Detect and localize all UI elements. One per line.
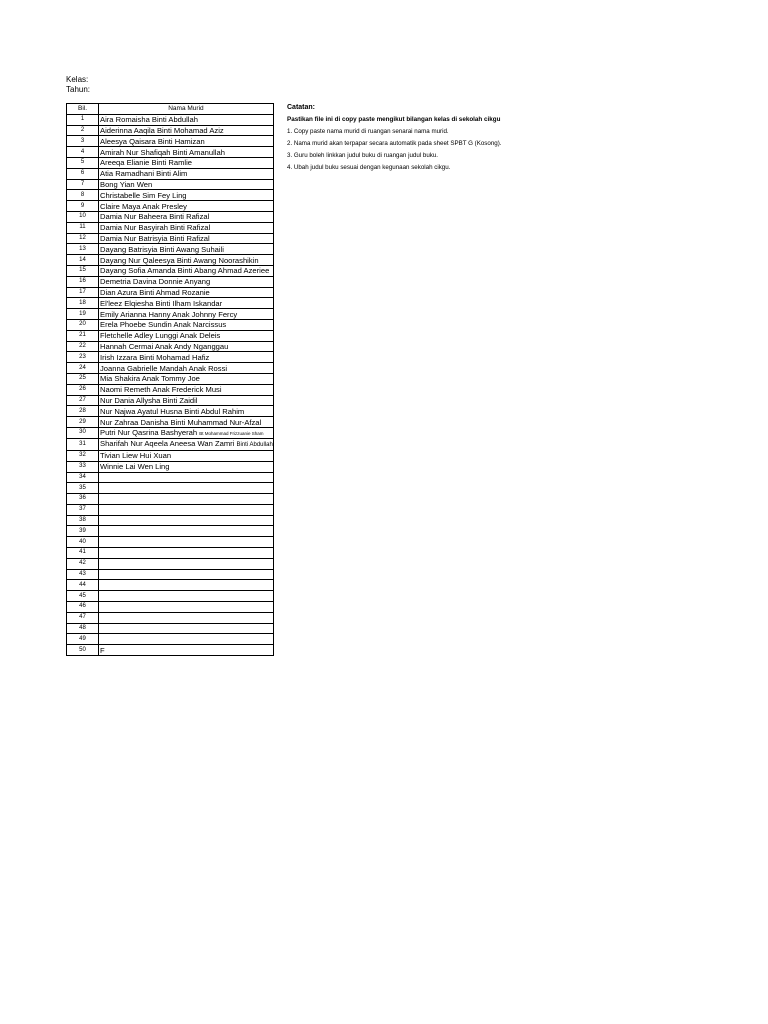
table-row xyxy=(67,211,274,222)
cell-bil[interactable]: 50 xyxy=(67,645,99,656)
column-header-nama-murid: Nama Murid xyxy=(99,104,274,115)
cell-bil[interactable]: 28 xyxy=(67,406,99,417)
student-name-overflow: Binti Abdullah xyxy=(236,441,273,448)
cell-nama-murid[interactable] xyxy=(99,612,274,623)
table-row xyxy=(67,244,274,255)
cell-nama-murid[interactable] xyxy=(99,168,274,179)
cell-nama-murid[interactable] xyxy=(99,309,274,320)
cell-bil[interactable]: 30 xyxy=(67,427,99,438)
cell-nama-murid[interactable] xyxy=(99,406,274,417)
table-row xyxy=(67,580,274,591)
cell-bil[interactable]: 44 xyxy=(67,580,99,591)
cell-nama-murid[interactable] xyxy=(99,515,274,526)
table-row xyxy=(67,569,274,580)
cell-bil[interactable]: 4 xyxy=(67,147,99,158)
table-row xyxy=(67,136,274,147)
table-row xyxy=(67,427,274,438)
table-row xyxy=(67,537,274,548)
cell-nama-murid[interactable] xyxy=(99,450,274,461)
cell-nama-murid[interactable] xyxy=(99,244,274,255)
cell-bil[interactable]: 14 xyxy=(67,255,99,266)
table-row xyxy=(67,384,274,395)
cell-nama-murid[interactable] xyxy=(99,427,274,438)
cell-bil[interactable]: 36 xyxy=(67,494,99,505)
table-row xyxy=(67,255,274,266)
cell-bil[interactable]: 34 xyxy=(67,472,99,483)
notes-title: Catatan: xyxy=(287,104,316,111)
table-row xyxy=(67,526,274,537)
student-name: Atia Ramadhani Binti Alim xyxy=(100,169,188,179)
student-name-overflow: Bt Mohammad Frizzuanie Sham xyxy=(199,430,264,436)
cell-nama-murid[interactable] xyxy=(99,201,274,212)
cell-bil[interactable]: 7 xyxy=(67,179,99,190)
table-row xyxy=(67,461,274,472)
table-row xyxy=(67,319,274,330)
student-name: El'leez Elqiesha Binti Ilham Iskandar xyxy=(100,298,223,308)
cell-nama-murid[interactable] xyxy=(99,255,274,266)
table-row xyxy=(67,276,274,287)
cell-bil[interactable]: 13 xyxy=(67,244,99,255)
table-row xyxy=(67,287,274,298)
student-name: Naomi Remeth Anak Frederick Musi xyxy=(100,385,222,395)
table-row xyxy=(67,612,274,623)
table-row xyxy=(67,114,274,125)
cell-nama-murid[interactable] xyxy=(99,504,274,515)
cell-bil[interactable]: 29 xyxy=(67,417,99,428)
student-name: Aleesya Qaisara Binti Hamizan xyxy=(100,136,205,146)
student-name: Aira Romaisha Binti Abdullah xyxy=(100,115,198,125)
table-row xyxy=(67,395,274,406)
student-name: Tivian Liew Hui Xuan xyxy=(100,451,172,461)
table-row xyxy=(67,494,274,505)
cell-bil[interactable]: 16 xyxy=(67,276,99,287)
table-row xyxy=(67,363,274,374)
cell-nama-murid[interactable] xyxy=(99,157,274,168)
cell-bil[interactable]: 2 xyxy=(67,125,99,136)
cell-bil[interactable]: 5 xyxy=(67,157,99,168)
student-name: Damia Nur Baheera Binti Rafizal xyxy=(100,212,210,222)
note-item: 3. Guru boleh linkkan judul buku di ruangan judul buku. xyxy=(287,152,439,159)
student-name: Irish Izzara Binti Mohamad Hafiz xyxy=(100,352,210,362)
student-name: Dian Azura Binti Ahmad Rozanie xyxy=(100,287,210,297)
cell-bil[interactable]: 35 xyxy=(67,483,99,494)
notes-headline: Pastikan file ini di copy paste mengikut bilangan kelas di sekolah cikgu xyxy=(287,116,501,123)
cell-bil[interactable]: 24 xyxy=(67,363,99,374)
cell-nama-murid[interactable] xyxy=(99,526,274,537)
student-name: Demetria Davina Donnie Anyang xyxy=(100,277,211,287)
cell-nama-murid[interactable] xyxy=(99,461,274,472)
table-row xyxy=(67,417,274,428)
cell-bil[interactable]: 47 xyxy=(67,612,99,623)
cell-bil[interactable]: 40 xyxy=(67,537,99,548)
cell-nama-murid[interactable] xyxy=(99,179,274,190)
table-row xyxy=(67,373,274,384)
table-row xyxy=(67,352,274,363)
note-item: 1. Copy paste nama murid di ruangan senarai nama murid. xyxy=(287,128,449,135)
cell-nama-murid[interactable] xyxy=(99,569,274,580)
cell-bil[interactable]: 19 xyxy=(67,309,99,320)
cell-nama-murid[interactable] xyxy=(99,417,274,428)
cell-bil[interactable]: 25 xyxy=(67,373,99,384)
student-name: Hannah Cermai Anak Andy Nganggau xyxy=(100,341,229,351)
student-name: Dayang Sofia Amanda Binti Abang Ahmad Azeriee xyxy=(100,266,270,276)
table-row xyxy=(67,309,274,320)
student-name: Nur Najwa Ayatul Husna Binti Abdul Rahim xyxy=(100,406,245,416)
student-roster-table xyxy=(66,103,274,656)
table-row xyxy=(67,233,274,244)
table-row xyxy=(67,558,274,569)
cell-bil[interactable]: 18 xyxy=(67,298,99,309)
cell-bil[interactable]: 23 xyxy=(67,352,99,363)
cell-nama-murid[interactable] xyxy=(99,623,274,634)
cell-nama-murid[interactable] xyxy=(99,114,274,125)
table-row xyxy=(67,330,274,341)
cell-bil[interactable]: 48 xyxy=(67,623,99,634)
cell-nama-murid[interactable] xyxy=(99,580,274,591)
cell-bil[interactable]: 38 xyxy=(67,515,99,526)
cell-bil[interactable]: 41 xyxy=(67,548,99,559)
student-name: Fletchelle Adley Lunggi Anak Deleis xyxy=(100,331,221,341)
table-row xyxy=(67,168,274,179)
cell-bil[interactable]: 49 xyxy=(67,634,99,645)
cell-bil[interactable]: 27 xyxy=(67,395,99,406)
column-header-bil: Bil. xyxy=(67,104,99,115)
table-row xyxy=(67,157,274,168)
cell-nama-murid[interactable] xyxy=(99,645,274,656)
table-row xyxy=(67,190,274,201)
student-name: Areeqa Elianie Binti Ramlie xyxy=(100,158,193,168)
student-name: Putri Nur Qasrina Bashyerah xyxy=(100,427,198,437)
table-row xyxy=(67,591,274,602)
cell-nama-murid[interactable] xyxy=(99,190,274,201)
cell-nama-murid[interactable] xyxy=(99,233,274,244)
cell-bil[interactable]: 33 xyxy=(67,461,99,472)
cell-bil[interactable]: 37 xyxy=(67,504,99,515)
table-row xyxy=(67,472,274,483)
cell-nama-murid[interactable] xyxy=(99,483,274,494)
cell-nama-murid[interactable] xyxy=(99,222,274,233)
cell-nama-murid[interactable] xyxy=(99,319,274,330)
cell-nama-murid[interactable] xyxy=(99,136,274,147)
notes-panel xyxy=(287,103,547,174)
student-name: Erela Phoebe Sundin Anak Narcissus xyxy=(100,320,227,330)
table-row xyxy=(67,201,274,212)
cell-nama-murid[interactable] xyxy=(99,384,274,395)
table-row xyxy=(67,645,274,656)
table-row xyxy=(67,548,274,559)
cell-nama-murid[interactable] xyxy=(99,537,274,548)
cell-nama-murid[interactable] xyxy=(99,147,274,158)
cell-bil[interactable]: 26 xyxy=(67,384,99,395)
cell-bil[interactable]: 8 xyxy=(67,190,99,201)
cell-nama-murid[interactable] xyxy=(99,125,274,136)
student-name: Bong Yian Wen xyxy=(100,179,153,189)
cell-nama-murid[interactable] xyxy=(99,634,274,645)
cell-nama-murid[interactable] xyxy=(99,330,274,341)
cell-nama-murid[interactable] xyxy=(99,341,274,352)
student-name: Winnie Lai Wen Ling xyxy=(100,462,170,472)
cell-bil[interactable]: 15 xyxy=(67,265,99,276)
student-name: Mia Shakira Anak Tommy Joe xyxy=(100,374,200,384)
table-row xyxy=(67,406,274,417)
cell-bil[interactable]: 12 xyxy=(67,233,99,244)
cell-nama-murid[interactable] xyxy=(99,276,274,287)
table-row xyxy=(67,634,274,645)
cell-bil[interactable]: 9 xyxy=(67,201,99,212)
table-row xyxy=(67,265,274,276)
table-row xyxy=(67,179,274,190)
cell-bil[interactable]: 11 xyxy=(67,222,99,233)
note-item: 2. Nama murid akan terpapar secara automatik pada sheet SPBT G (Kosong). xyxy=(287,140,502,147)
student-name: Nur Zahraa Danisha Binti Muhammad Nur-Afzal xyxy=(100,417,262,427)
cell-bil[interactable]: 20 xyxy=(67,319,99,330)
cell-bil[interactable]: 32 xyxy=(67,450,99,461)
cell-bil[interactable]: 31 xyxy=(67,438,99,450)
kelas-label: Kelas: xyxy=(66,75,89,84)
cell-nama-murid[interactable] xyxy=(99,602,274,613)
cell-nama-murid[interactable] xyxy=(99,211,274,222)
table-row xyxy=(67,623,274,634)
cell-nama-murid[interactable] xyxy=(99,287,274,298)
cell-nama-murid[interactable] xyxy=(99,548,274,559)
cell-bil[interactable]: 17 xyxy=(67,287,99,298)
cell-nama-murid[interactable] xyxy=(99,438,274,450)
student-name: Joanna Gabrielle Mandah Anak Rossi xyxy=(100,363,228,373)
cell-bil[interactable]: 46 xyxy=(67,602,99,613)
table-row xyxy=(67,125,274,136)
cell-bil[interactable]: 21 xyxy=(67,330,99,341)
cell-nama-murid[interactable] xyxy=(99,363,274,374)
student-name: Aiderinna Aaqila Binti Mohamad Aziz xyxy=(100,125,224,135)
cell-nama-murid[interactable] xyxy=(99,265,274,276)
table-row xyxy=(67,483,274,494)
student-name: F xyxy=(100,645,105,655)
table-row xyxy=(67,450,274,461)
note-item: 4. Ubah judul buku sesuai dengan kegunaan sekolah cikgu. xyxy=(287,164,451,171)
cell-nama-murid[interactable] xyxy=(99,395,274,406)
table-row xyxy=(67,298,274,309)
notes-list xyxy=(287,126,547,174)
cell-bil[interactable]: 6 xyxy=(67,168,99,179)
cell-bil[interactable]: 43 xyxy=(67,569,99,580)
cell-nama-murid[interactable] xyxy=(99,494,274,505)
roster-body xyxy=(67,114,274,655)
cell-bil[interactable]: 3 xyxy=(67,136,99,147)
student-name: Nur Dania Allysha Binti Zaidil xyxy=(100,395,198,405)
cell-nama-murid[interactable] xyxy=(99,352,274,363)
cell-nama-murid[interactable] xyxy=(99,298,274,309)
student-name: Christabelle Sim Fey Ling xyxy=(100,190,187,200)
cell-nama-murid[interactable] xyxy=(99,558,274,569)
cell-bil[interactable]: 42 xyxy=(67,558,99,569)
tahun-label: Tahun: xyxy=(66,85,91,94)
cell-nama-murid[interactable] xyxy=(99,472,274,483)
table-row xyxy=(67,438,274,450)
student-name: Amirah Nur Shafiqah Binti Amanullah xyxy=(100,147,225,157)
student-name: Damia Nur Batrisyia Binti Rafizal xyxy=(100,233,210,243)
table-header-row xyxy=(67,104,274,115)
table-row xyxy=(67,602,274,613)
table-row xyxy=(67,222,274,233)
cell-bil[interactable]: 1 xyxy=(67,114,99,125)
student-name: Dayang Nur Qaleesya Binti Awang Noorashikin xyxy=(100,255,259,265)
cell-nama-murid[interactable] xyxy=(99,373,274,384)
student-name: Emily Arianna Hanny Anak Johnny Fercy xyxy=(100,309,238,319)
student-name: Claire Maya Anak Presley xyxy=(100,201,187,211)
table-row xyxy=(67,504,274,515)
cell-bil[interactable]: 39 xyxy=(67,526,99,537)
cell-bil[interactable]: 10 xyxy=(67,211,99,222)
table-row xyxy=(67,341,274,352)
student-name: Dayang Batrisyia Binti Awang Suhaili xyxy=(100,244,224,254)
table-row xyxy=(67,515,274,526)
cell-bil[interactable]: 22 xyxy=(67,341,99,352)
table-row xyxy=(67,147,274,158)
student-name: Sharifah Nur Aqeela Aneesa Wan Zamri xyxy=(100,438,235,448)
cell-bil[interactable]: 45 xyxy=(67,591,99,602)
student-name: Damia Nur Basyirah Binti Rafizal xyxy=(100,223,211,233)
cell-nama-murid[interactable] xyxy=(99,591,274,602)
